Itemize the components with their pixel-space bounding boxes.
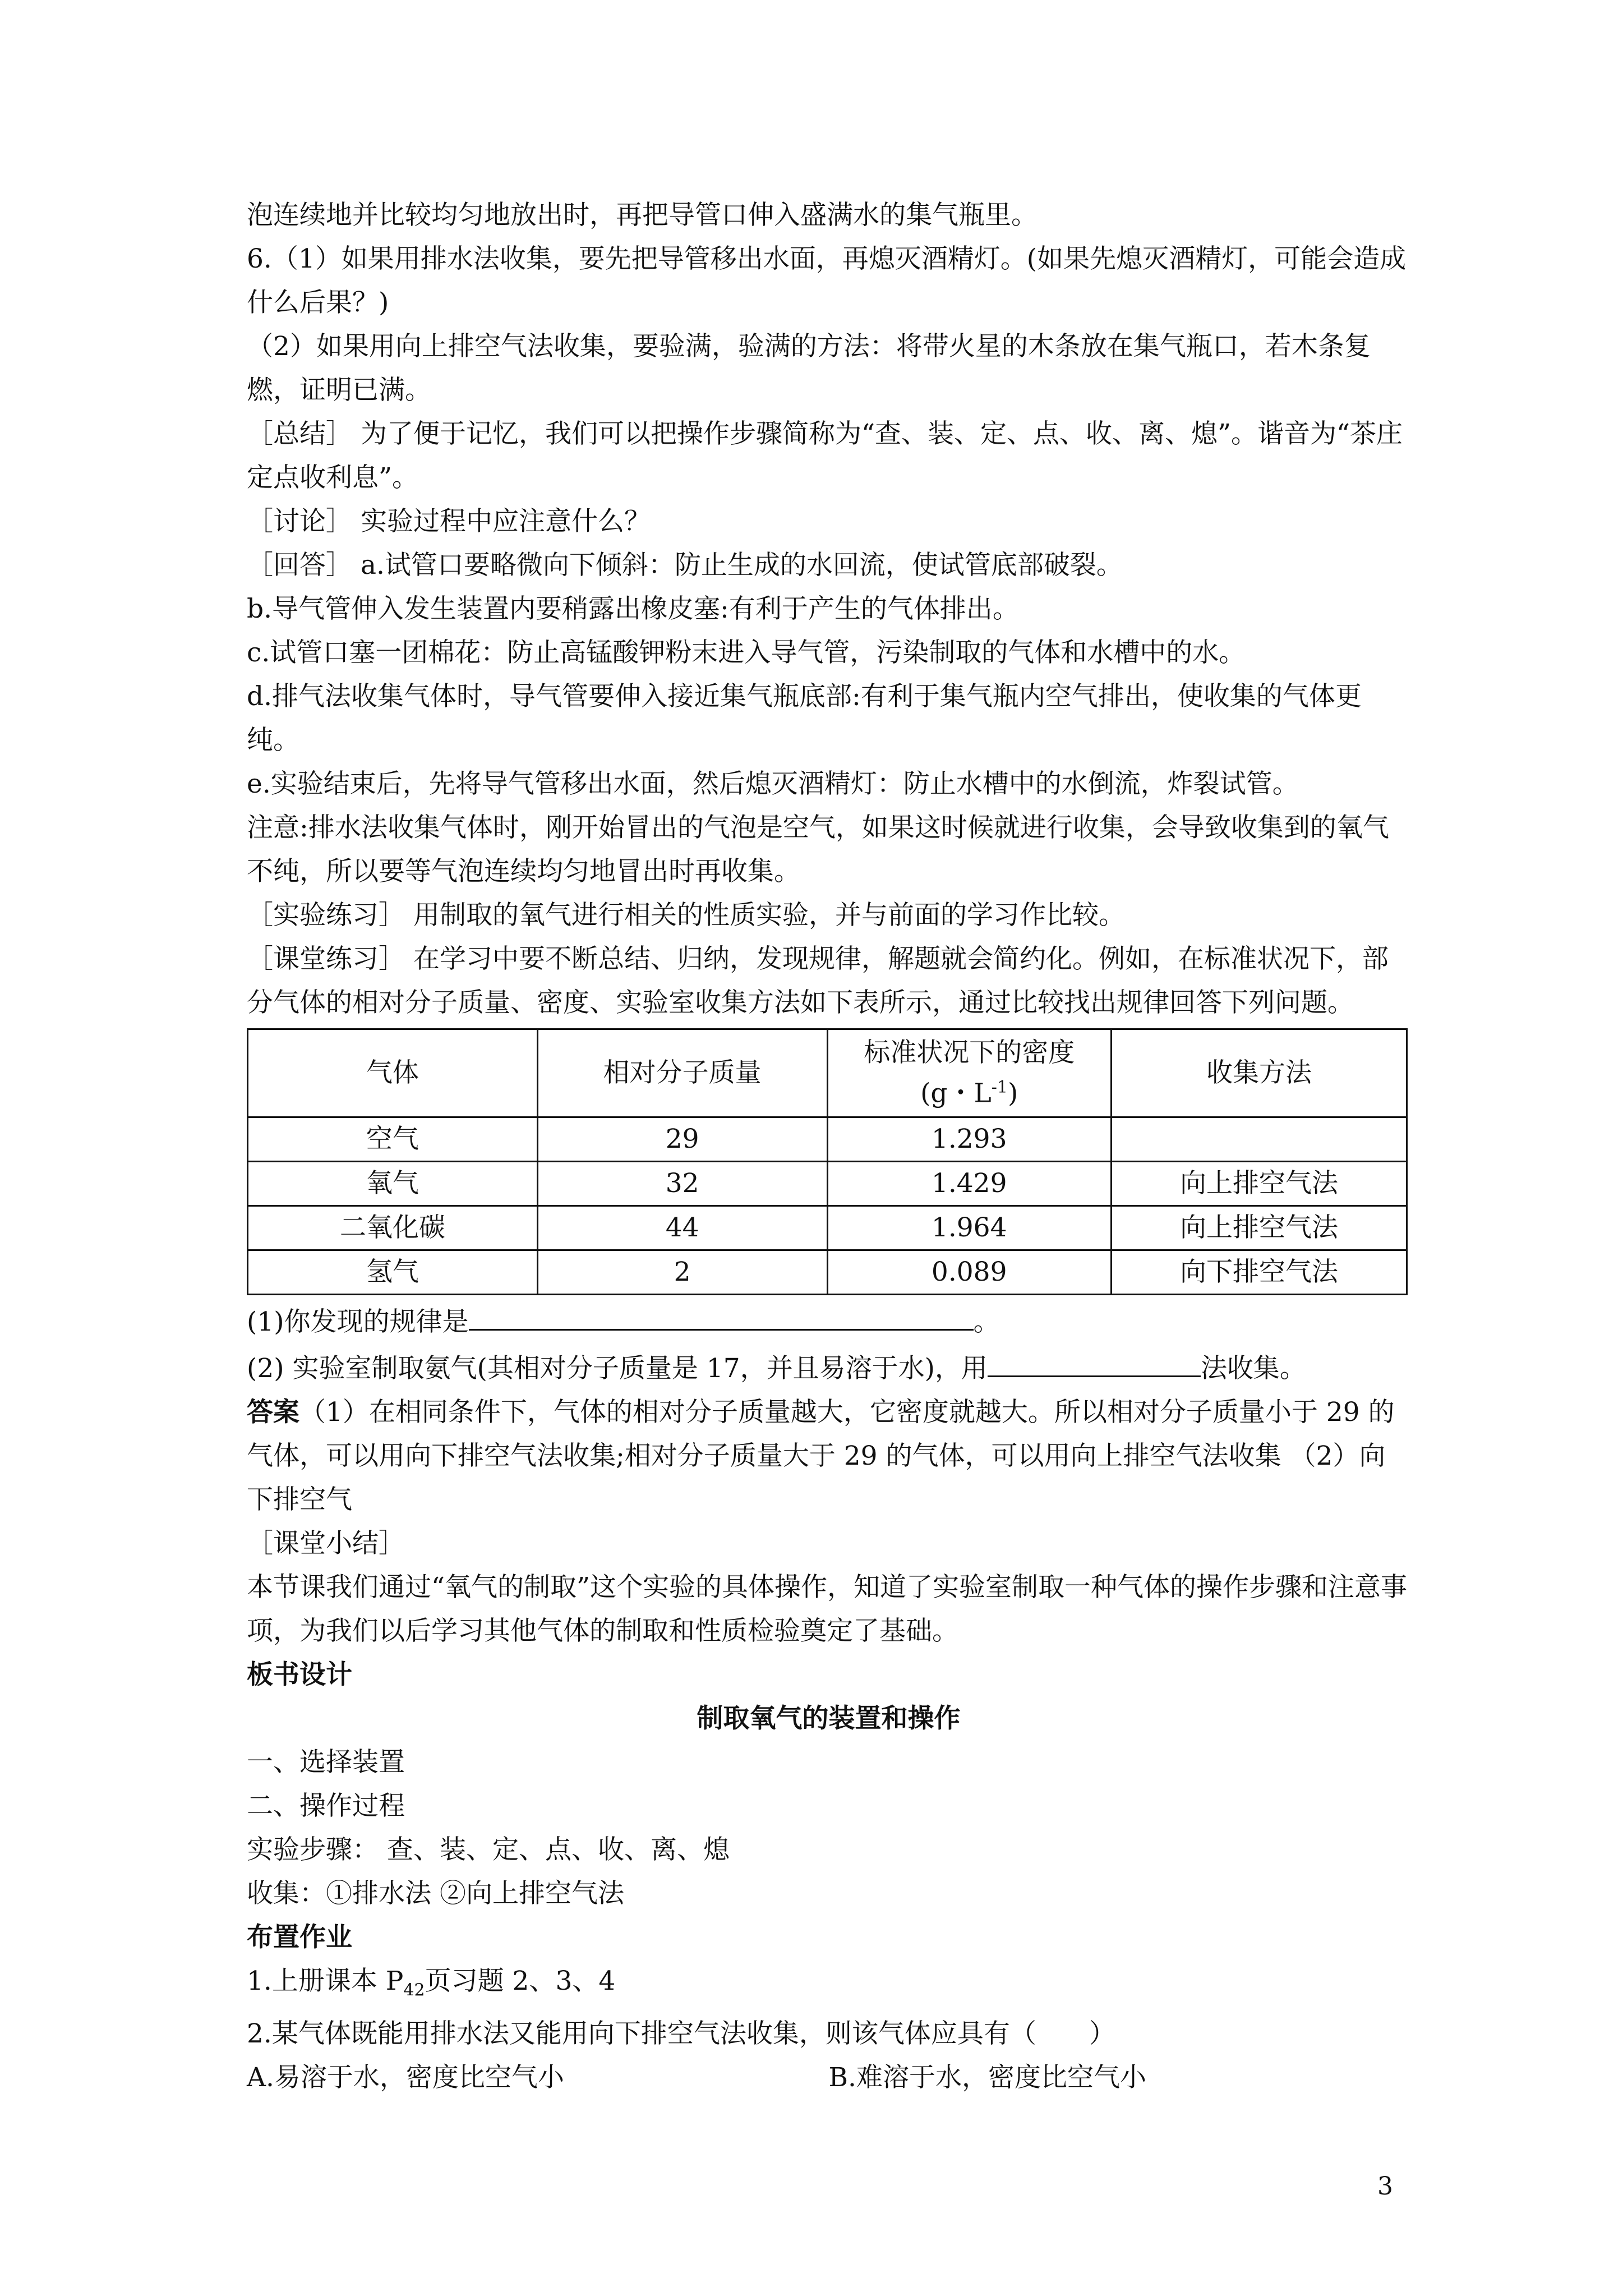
board-item: 二、操作过程: [247, 1791, 405, 1821]
homework-item-1: 1.上册课本 $P_{42}$页习题 2、3、4: [247, 1966, 616, 2000]
paragraph: ［回答］ a.试管口要略微向下倾斜：防止生成的水回流，使试管底部破裂。: [247, 550, 1123, 581]
table-cell: 44: [537, 1206, 827, 1250]
question-1: (1)你发现的规律是 。: [247, 1297, 1410, 1344]
table-cell: [1111, 1117, 1407, 1162]
answer-blank: [988, 1344, 1201, 1377]
paragraph: 注意:排水法收集气体时，刚开始冒出的气泡是空气，如果这时候就进行收集，会导致收集到的氧气不纯，所以要等气泡连续均匀地冒出时再收集。: [247, 812, 1389, 887]
board-heading: 板书设计: [247, 1659, 352, 1690]
paragraph: e.实验结束后，先将导气管移出水面，然后熄灭酒精灯：防止水槽中的水倒流，炸裂试管。: [247, 769, 1299, 799]
table-cell: 1.964: [827, 1206, 1111, 1250]
paragraph: b.导气管伸入发生装置内要稍露出橡皮塞:有利于产生的气体排出。: [247, 593, 1019, 624]
paragraph: ［总结］ 为了便于记忆，我们可以把操作步骤简称为“查、装、定、点、收、离、熄”。谐音为“茶庄定点收利息”。: [247, 418, 1403, 493]
table-cell: 0.089: [827, 1250, 1111, 1295]
answer-blank: [469, 1297, 974, 1331]
table-header-row: [248, 1029, 1407, 1117]
table-cell: 向上排空气法: [1111, 1162, 1407, 1206]
homework-options: [247, 2056, 1410, 2100]
answer-label: 答案: [247, 1397, 299, 1428]
paragraph: ［讨论］ 实验过程中应注意什么？: [247, 506, 651, 537]
table-row: [248, 1206, 1407, 1250]
table-cell: 32: [537, 1162, 827, 1206]
paragraph: ［课堂练习］ 在学习中要不断总结、归纳，发现规律，解题就会简约化。例如，在标准状况下，部分气体的相对分子质量、密度、实验室收集方法如下表所示，通过比较找出规律回答下列问题。: [247, 944, 1389, 1018]
table-cell: 1.429: [827, 1162, 1111, 1206]
gas-properties-table: [247, 1028, 1408, 1295]
table-header-cell: 气体: [248, 1029, 538, 1117]
paragraph: 泡连续地并比较均匀地放出时，再把导管口伸入盛满水的集气瓶里。: [247, 200, 1038, 231]
table-cell: 29: [537, 1117, 827, 1162]
document-page: [247, 194, 1410, 2100]
board-item: 一、选择装置: [247, 1747, 405, 1778]
table-header-cell: [827, 1029, 1111, 1117]
paragraph: ［实验练习］ 用制取的氧气进行相关的性质实验，并与前面的学习作比较。: [247, 900, 1125, 931]
summary-heading: ［课堂小结］: [247, 1528, 405, 1559]
board-title: 制取氧气的装置和操作: [697, 1703, 961, 1734]
paragraph: 6.（1）如果用排水法收集，要先把导管移出水面，再熄灭酒精灯。(如果先熄灭酒精灯，可能会造成什么后果？): [247, 243, 1407, 318]
table-cell: 向上排空气法: [1111, 1206, 1407, 1250]
option-a: A.易溶于水，密度比空气小: [247, 2062, 564, 2093]
table-cell: 空气: [248, 1117, 538, 1162]
question-2: (2) 实验室制取氨气(其相对分子质量是 17，并且易溶于水)，用 法收集。: [247, 1344, 1410, 1391]
paragraph: d.排气法收集气体时，导气管要伸入接近集气瓶底部:有利于集气瓶内空气排出，使收集的气体更纯。: [247, 681, 1362, 756]
table-cell: 二氧化碳: [248, 1206, 538, 1250]
density-header-label: 标准状况下的密度: [864, 1037, 1075, 1068]
paragraph: （2）如果用向上排空气法收集，要验满，验满的方法：将带火星的木条放在集气瓶口，若木条复燃，证明已满。: [247, 331, 1371, 406]
summary-text: 本节课我们通过“氧气的制取”这个实验的具体操作，知道了实验室制取一种气体的操作步骤和注意事项，为我们以后学习其他气体的制取和性质检验奠定了基础。: [247, 1572, 1408, 1646]
table-row: [248, 1117, 1407, 1162]
option-b: B.难溶于水，密度比空气小: [828, 2062, 1146, 2093]
density-unit: (g・$L^{-1}$): [920, 1077, 1018, 1109]
answer-text: （1）在相同条件下，气体的相对分子质量越大，它密度就越大。所以相对分子质量小于 29 的气体，可以用向下排空气法收集;相对分子质量大于 29 的气体，可以用向上排空气法收集 （2）向下排空气: [247, 1397, 1395, 1515]
board-item: 收集：①排水法 ②向上排空气法: [247, 1878, 624, 1909]
table-cell: 氢气: [248, 1250, 538, 1295]
table-cell: 2: [537, 1250, 827, 1295]
table-row: [248, 1250, 1407, 1295]
table-header-cell: 相对分子质量: [537, 1029, 827, 1117]
table-cell: 氧气: [248, 1162, 538, 1206]
table-header-cell: 收集方法: [1111, 1029, 1407, 1117]
table-cell: 向下排空气法: [1111, 1250, 1407, 1295]
homework-heading: 布置作业: [247, 1922, 352, 1953]
homework-item-2: 2.某气体既能用排水法又能用向下排空气法收集，则该气体应具有（ ）: [247, 2018, 1115, 2050]
answer-paragraph: [247, 1391, 1410, 1522]
table-row: [248, 1162, 1407, 1206]
board-item: 实验步骤： 查、装、定、点、收、离、熄: [247, 1834, 730, 1865]
paragraph: c.试管口塞一团棉花：防止高锰酸钾粉末进入导气管，污染制取的气体和水槽中的水。: [247, 637, 1246, 668]
table-cell: 1.293: [827, 1117, 1111, 1162]
page-number: 3: [1377, 2172, 1393, 2201]
